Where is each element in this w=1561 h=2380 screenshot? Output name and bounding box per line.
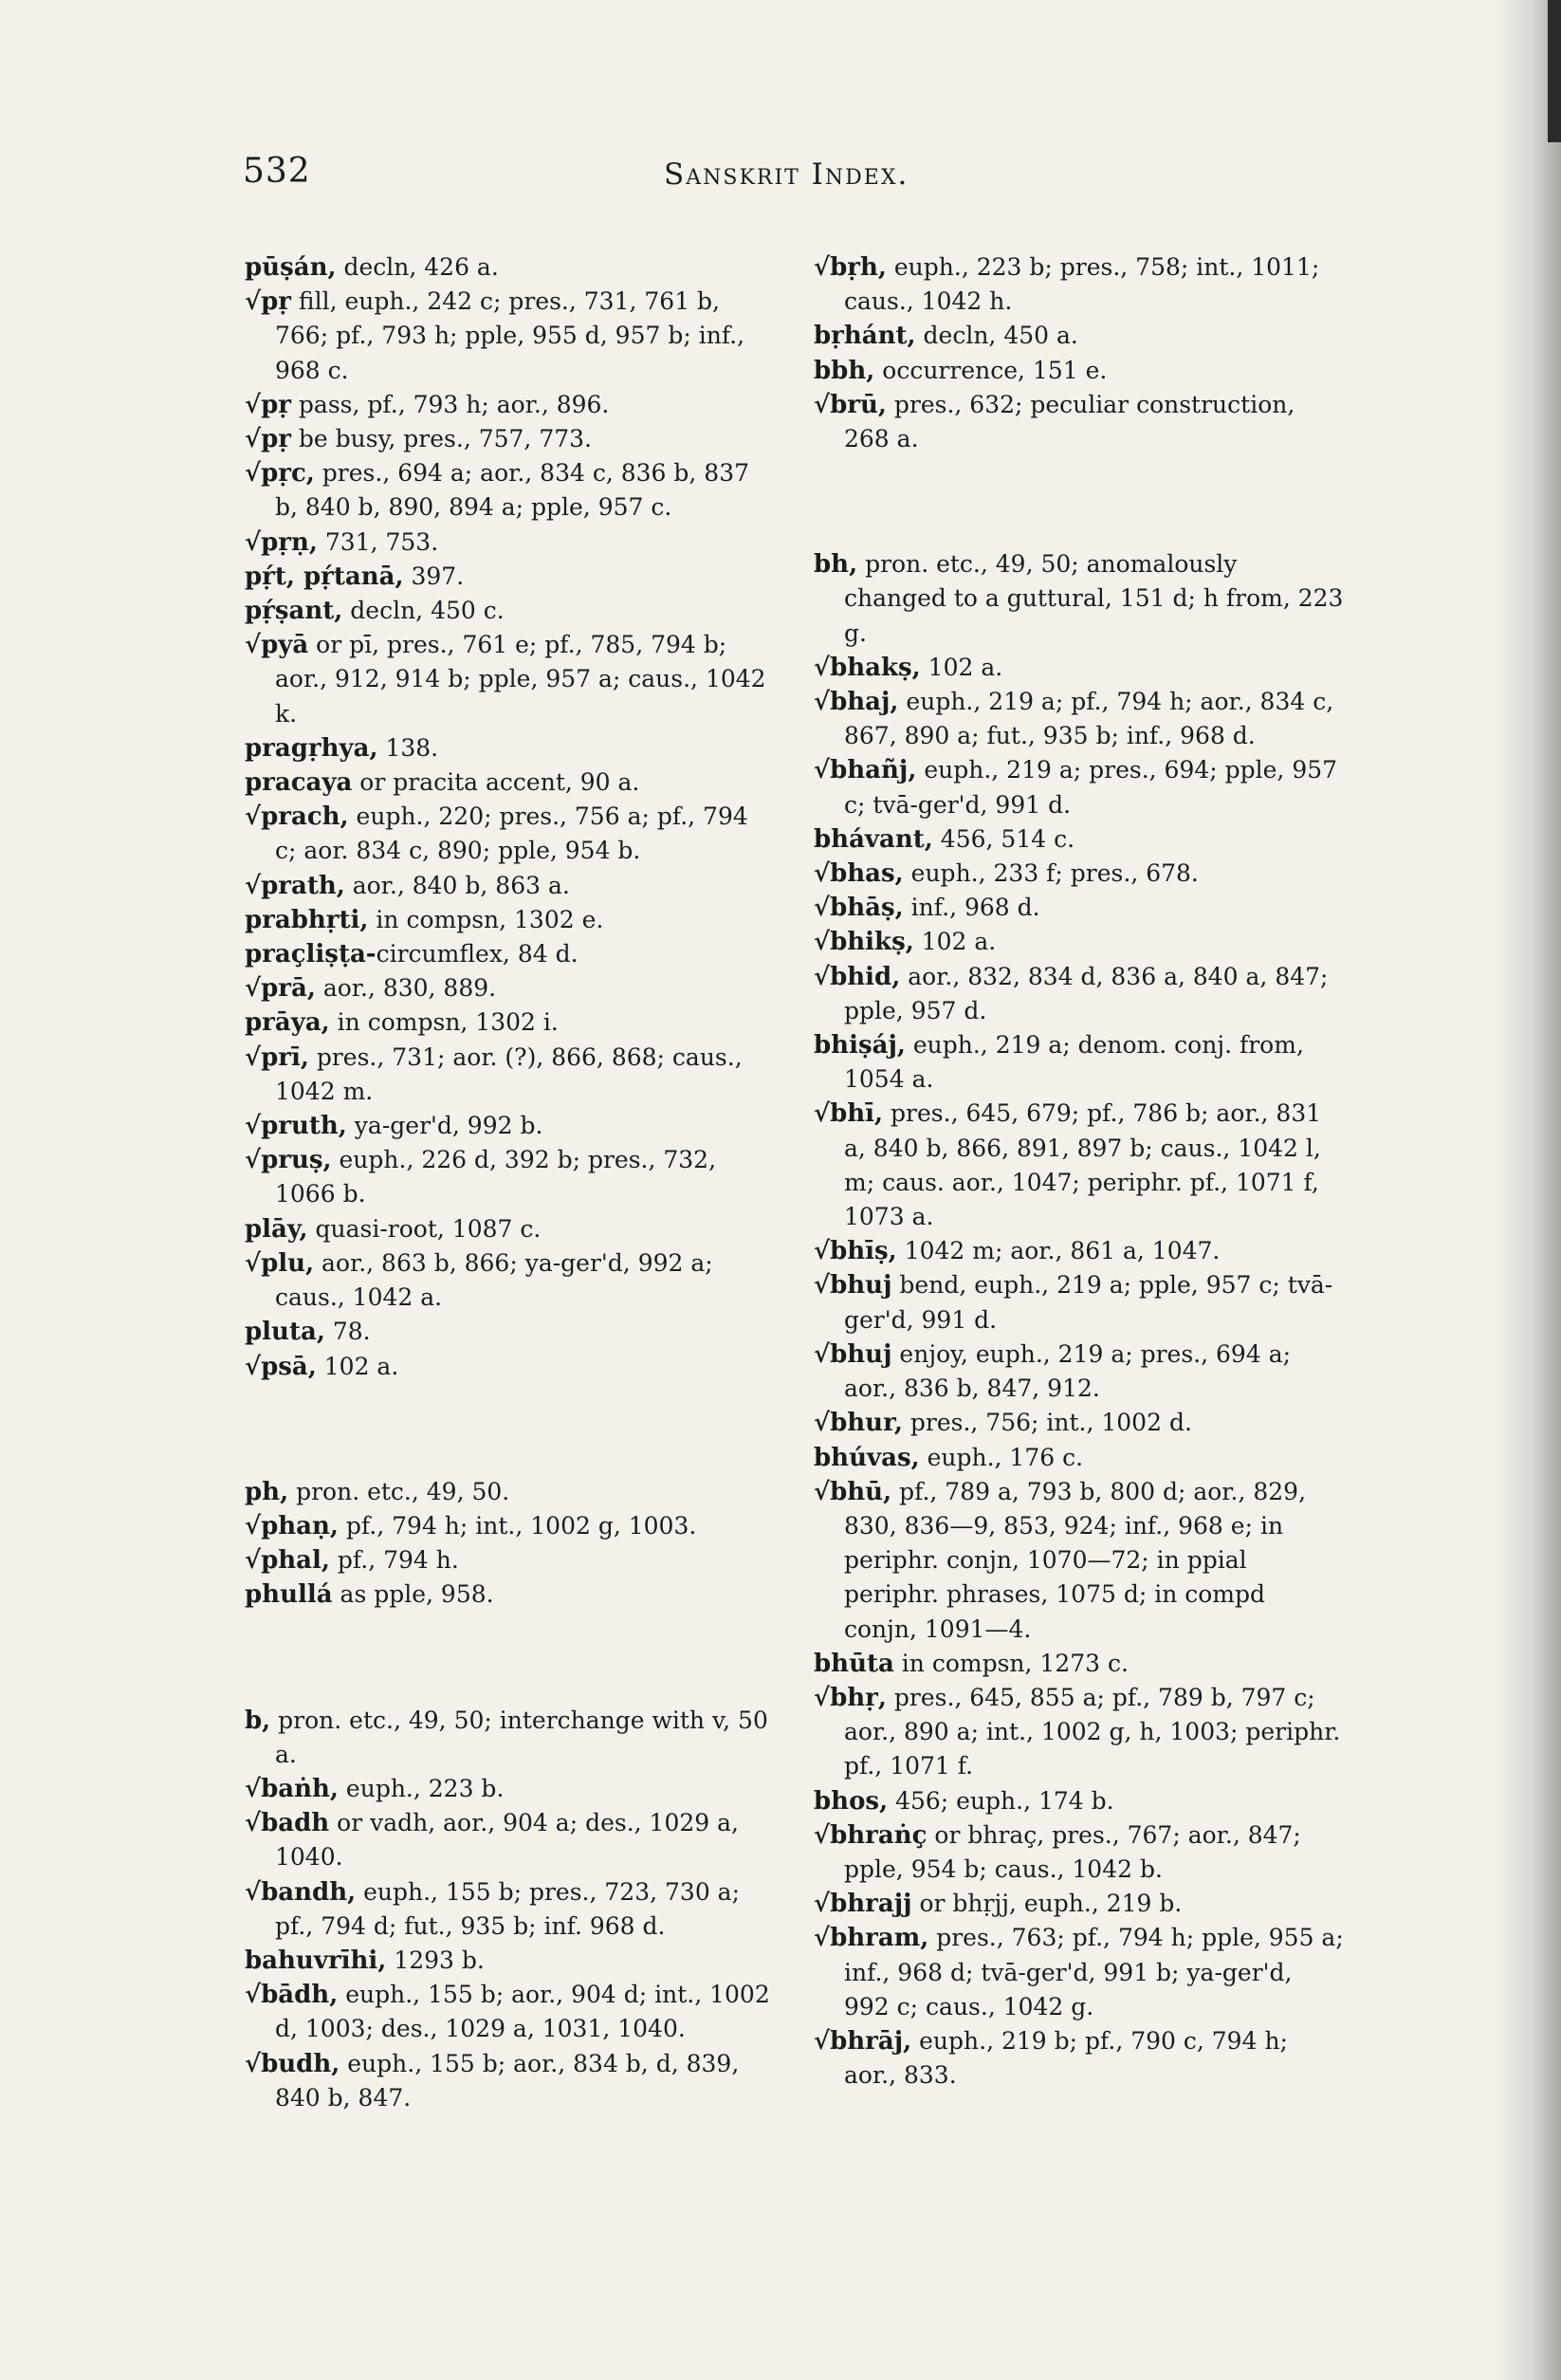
index-references: in compsn, 1302 i. [329, 1008, 559, 1037]
index-headword: √bhid, [814, 962, 901, 991]
page-number: 532 [243, 152, 311, 191]
index-references: decln, 450 c. [342, 597, 505, 625]
index-headword: √bhī, [814, 1099, 884, 1129]
index-entry [814, 1406, 1345, 1440]
index-headword: bṛhánt, [814, 322, 916, 351]
index-references: circumflex, 84 d. [376, 940, 578, 969]
index-entry [245, 1350, 771, 1384]
index-references: inf., 968 d. [903, 894, 1040, 922]
index-references: 731, 753. [317, 527, 439, 556]
index-entry [245, 285, 771, 388]
index-entry [245, 1704, 771, 1772]
index-entry [245, 1246, 771, 1315]
index-references: euph., 155 b; aor., 834 b, d, 839, 840 b, 847. [275, 2049, 740, 2112]
index-entry [814, 388, 1345, 456]
index-headword: √prā, [245, 974, 316, 1004]
index-headword: bbh, [814, 356, 875, 385]
index-entry [245, 766, 771, 800]
index-references: occurrence, 151 e. [874, 356, 1108, 384]
index-entry [814, 1234, 1345, 1268]
index-references: euph., 223 b; pres., 758; int., 1011; caus., 1042 h. [844, 253, 1320, 316]
index-references: 102 a. [913, 928, 997, 956]
index-headword: bahuvrīhi, [245, 1946, 387, 1975]
index-headword: √bhañj, [814, 756, 917, 785]
index-references: pron. etc., 49, 50; interchange with v, 50 a. [270, 1706, 768, 1768]
index-headword: pṛ́t, pṛ́tanā, [245, 562, 404, 591]
index-headword: √psā, [245, 1352, 317, 1381]
index-references: or pracita accent, 90 a. [352, 768, 640, 797]
index-headword: bhúvas, [814, 1443, 920, 1472]
section-gap [245, 1384, 771, 1475]
index-entry [814, 685, 1345, 753]
index-entry [245, 456, 771, 525]
index-entry [245, 1944, 771, 1978]
index-references: as pple, 958. [332, 1580, 494, 1609]
index-entry [245, 1806, 771, 1874]
index-entry [814, 1921, 1345, 2024]
index-entry [245, 1475, 771, 1509]
index-references: pass, pf., 793 h; aor., 896. [290, 390, 610, 418]
index-references: or pī, pres., 761 e; pf., 785, 794 b; aor., 912, 914 b; pple, 957 a; caus., 1042 k. [275, 631, 766, 728]
index-references: pron. etc., 49, 50; anomalously changed to a guttural, 151 d; h from, 223 g. [844, 550, 1344, 647]
index-references: euph., 155 b; pres., 723, 730 a; pf., 794 d; fut., 935 b; inf. 968 d. [275, 1877, 741, 1940]
index-entry [245, 937, 771, 971]
index-references: 138. [377, 733, 439, 762]
index-headword: √bhas, [814, 859, 904, 889]
index-headword: √baṅh, [245, 1774, 339, 1803]
index-references: euph., 219 b; pf., 790 c, 794 h; aor., 833. [844, 2026, 1288, 2090]
index-headword: bhávant, [814, 824, 933, 854]
index-references: quasi-root, 1087 c. [307, 1214, 542, 1243]
index-entry [245, 800, 771, 868]
index-entry [245, 594, 771, 628]
index-entry [245, 903, 771, 937]
index-entry [814, 753, 1345, 821]
index-entry [245, 560, 771, 594]
index-references: 102 a. [920, 653, 1003, 681]
index-references: or vadh, aor., 904 a; des., 1029 a, 1040. [275, 1809, 739, 1872]
index-references: 456, 514 c. [932, 824, 1075, 853]
index-entry [814, 1028, 1345, 1097]
index-references: pres., 756; int., 1002 d. [902, 1409, 1192, 1437]
index-headword: √pṛṇ, [245, 527, 318, 557]
index-references: 456; euph., 174 b. [888, 1786, 1114, 1815]
index-references: pf., 794 h; int., 1002 g, 1003. [338, 1511, 697, 1540]
index-references: euph., 219 a; denom. conj. from, 1054 a. [844, 1031, 1304, 1094]
index-references: aor., 863 b, 866; ya-ger'd, 992 a; caus., 1042 a. [275, 1248, 713, 1312]
index-headword: √bhṛ, [814, 1683, 887, 1712]
index-headword: bhiṣáj, [814, 1031, 906, 1061]
index-references: enjoy, euph., 219 a; pres., 694 a; aor., 836 b, 847, 912. [844, 1339, 1292, 1403]
index-headword: phullá [245, 1580, 333, 1610]
index-entry [814, 1818, 1345, 1887]
index-headword: √budh, [245, 2049, 340, 2078]
index-references: 397. [403, 562, 465, 590]
index-references: pres., 645, 855 a; pf., 789 b, 797 c; aor., 890 a; int., 1002 g, h, 1003; periphr. pf., 1071 f. [844, 1683, 1341, 1780]
index-headword: ph, [245, 1477, 289, 1506]
index-headword: √bhaj, [814, 688, 899, 717]
index-references: pf., 789 a, 793 b, 800 d; aor., 829, 830, 836—9, 853, 924; inf., 968 e; in periphr. conjn, 1070—72; in ppial periphr. phrases, 1075 d; in compd conjn, 1091—4. [844, 1477, 1307, 1643]
index-entry [245, 1041, 771, 1109]
index-headword: bh, [814, 550, 858, 580]
index-entry [245, 869, 771, 903]
index-headword: √bhuj [814, 1339, 892, 1369]
index-entry [814, 960, 1345, 1028]
index-entry [245, 1978, 771, 2046]
index-entry [814, 1784, 1345, 1818]
index-entry [245, 1109, 771, 1143]
index-headword: √bhikṣ, [814, 928, 914, 957]
running-head: Sanskrit Index. [664, 157, 909, 192]
index-headword: √bhakṣ, [814, 653, 921, 682]
right-column [814, 250, 1345, 2093]
index-entry [245, 1006, 771, 1040]
index-references: decln, 426 a. [336, 253, 499, 281]
left-column [245, 250, 771, 2115]
index-entry [245, 2047, 771, 2115]
index-headword: √pyā [245, 631, 309, 660]
index-headword: plāy, [245, 1214, 308, 1244]
index-entry [245, 628, 771, 731]
index-entry [245, 1509, 771, 1543]
index-headword: √bhīṣ, [814, 1237, 897, 1266]
index-references: euph., 233 f; pres., 678. [903, 859, 1199, 888]
index-headword: √bādh, [245, 1981, 339, 2010]
index-headword: √phaṇ, [245, 1511, 339, 1541]
index-headword: √plu, [245, 1248, 315, 1278]
index-headword: √prath, [245, 871, 345, 900]
index-references: 102 a. [316, 1352, 399, 1380]
index-headword: √pṛ [245, 390, 291, 419]
index-references: 78. [324, 1318, 371, 1346]
index-entry [814, 925, 1345, 959]
index-headword: √bhū, [814, 1477, 892, 1506]
index-references: euph., 155 b; aor., 904 d; int., 1002 d, 1003; des., 1029 a, 1031, 1040. [275, 1981, 770, 2043]
index-headword: √bhur, [814, 1409, 903, 1438]
index-entry [814, 1647, 1345, 1681]
index-references: pres., 645, 679; pf., 786 b; aor., 831 a, 840 b, 866, 891, 897 b; caus., 1042 l, m; caus. aor., 1047; periphr. pf., 1071 f, 1073 a. [844, 1099, 1322, 1231]
index-references: euph., 220; pres., 756 a; pf., 794 c; aor. 834 c, 890; pple, 954 b. [275, 803, 748, 865]
index-references: in compsn, 1273 c. [893, 1649, 1129, 1677]
index-headword: √pruṣ, [245, 1146, 332, 1175]
index-references: pres., 694 a; aor., 834 c, 836 b, 837 b, 840 b, 890, 894 a; pple, 957 c. [275, 459, 750, 522]
index-headword: √pṛc, [245, 459, 315, 489]
index-references: euph., 219 a; pres., 694; pple, 957 c; tvā-ger'd, 991 d. [844, 756, 1338, 819]
index-headword: pracaya [245, 768, 353, 798]
index-headword: bhūta [814, 1649, 894, 1678]
index-references: pres., 632; peculiar construction, 268 a. [844, 390, 1295, 453]
index-entry [245, 526, 771, 560]
index-entry [814, 891, 1345, 925]
index-headword: √phal, [245, 1546, 330, 1576]
index-references: bend, euph., 219 a; pple, 957 c; tvā-ger'd, 991 d. [844, 1271, 1333, 1334]
index-entry [814, 2024, 1345, 2093]
index-entry [814, 1097, 1345, 1234]
index-references: pron. etc., 49, 50. [288, 1477, 510, 1505]
index-headword: prabhṛti, [245, 905, 369, 934]
index-headword: praçliṣṭa- [245, 940, 376, 969]
index-references: aor., 832, 834 d, 836 a, 840 a, 847; pple, 957 d. [844, 962, 1329, 1024]
index-headword: √pruth, [245, 1112, 347, 1141]
index-headword: pluta, [245, 1318, 325, 1347]
index-headword: √bhrajj [814, 1890, 912, 1919]
index-headword: √bhrāj, [814, 2026, 912, 2056]
section-gap [245, 1613, 771, 1704]
index-references: aor., 830, 889. [315, 974, 497, 1003]
index-references: ya-ger'd, 992 b. [346, 1112, 543, 1140]
index-references: euph., 219 a; pf., 794 h; aor., 834 c, 867, 890 a; fut., 935 b; inf., 968 d. [844, 688, 1334, 750]
index-headword: pragṛhya, [245, 733, 378, 763]
section-gap [814, 456, 1345, 547]
index-references: euph., 223 b. [338, 1774, 505, 1802]
index-references: or bhraç, pres., 767; aor., 847; pple, 954 b; caus., 1042 b. [844, 1820, 1301, 1883]
index-entry [245, 1772, 771, 1806]
index-references: pres., 731; aor. (?), 866, 868; caus., 1042 m. [275, 1042, 743, 1105]
index-entry [814, 319, 1345, 353]
index-references: be busy, pres., 757, 773. [290, 425, 592, 453]
index-headword: pūṣán, [245, 253, 337, 282]
index-headword: √prach, [245, 803, 349, 832]
index-references: pres., 763; pf., 794 h; pple, 955 a; inf., 968 d; tvā-ger'd, 991 b; ya-ger'd, 992 c; caus., 1042 g. [844, 1924, 1344, 2020]
index-headword: b, [245, 1706, 271, 1735]
page-edge-shadow [1495, 0, 1561, 2380]
index-references: euph., 226 d, 392 b; pres., 732, 1066 b. [275, 1146, 717, 1208]
index-entry [814, 1338, 1345, 1406]
index-headword: √pṛ [245, 287, 291, 317]
index-headword: √bhram, [814, 1924, 929, 1953]
index-entry [814, 1681, 1345, 1784]
index-entry [245, 1543, 771, 1577]
index-references: 1293 b. [386, 1946, 485, 1974]
index-headword: √badh [245, 1809, 330, 1838]
index-entry [245, 1875, 771, 1944]
index-references: decln, 450 a. [915, 322, 1078, 350]
index-entry [814, 547, 1345, 651]
index-headword: √bhuj [814, 1271, 892, 1301]
index-headword: pṛ́ṣant, [245, 597, 343, 626]
index-entry [814, 1475, 1345, 1647]
index-references: in compsn, 1302 e. [368, 905, 604, 933]
index-entry [245, 250, 771, 285]
index-headword: √prī, [245, 1042, 309, 1072]
index-references: euph., 176 c. [919, 1443, 1084, 1471]
index-entry [814, 857, 1345, 891]
index-entry [814, 651, 1345, 685]
index-entry [245, 971, 771, 1006]
index-entry [245, 731, 771, 766]
index-headword: √bhāṣ, [814, 894, 904, 923]
index-entry [245, 422, 771, 456]
index-headword: √pṛ [245, 425, 291, 454]
index-references: pf., 794 h. [329, 1546, 459, 1575]
index-references: or bhṛjj, euph., 219 b. [911, 1890, 1183, 1918]
index-entry [245, 1315, 771, 1349]
index-headword: prāya, [245, 1008, 330, 1038]
index-entry [814, 354, 1345, 388]
index-entry [245, 1577, 771, 1612]
index-references: 1042 m; aor., 861 a, 1047. [896, 1237, 1221, 1265]
index-entry [814, 1441, 1345, 1475]
index-references: fill, euph., 242 c; pres., 731, 761 b, 766; pf., 793 h; pple, 955 d, 957 b; inf., 968 c. [275, 287, 745, 384]
index-entry [245, 1212, 771, 1246]
index-entry [245, 1143, 771, 1211]
index-entry [814, 250, 1345, 319]
page-edge-dark [1548, 0, 1561, 142]
index-headword: √bandh, [245, 1877, 357, 1907]
index-headword: bhos, [814, 1786, 889, 1816]
index-headword: √bṛh, [814, 253, 887, 282]
index-entry [814, 822, 1345, 857]
index-headword: √bhraṅç [814, 1820, 927, 1850]
index-references: aor., 840 b, 863 a. [344, 871, 570, 899]
index-headword: √brū, [814, 390, 887, 419]
index-entry [245, 388, 771, 422]
index-entry [814, 1268, 1345, 1337]
index-entry [814, 1887, 1345, 1921]
